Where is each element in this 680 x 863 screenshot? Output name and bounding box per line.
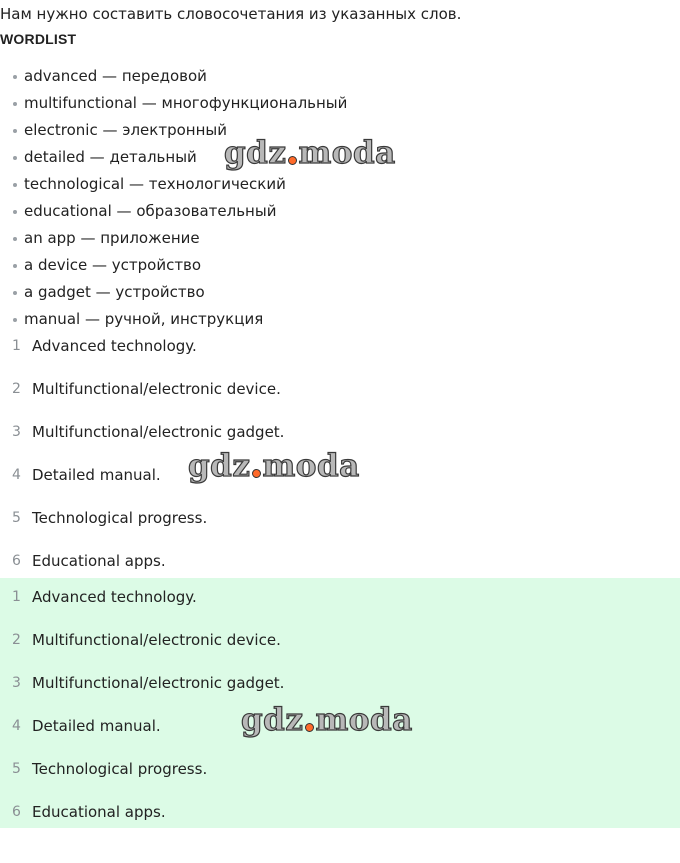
wordlist-item [0, 171, 347, 198]
answer-number: 1 [12, 338, 21, 354]
answer-item [0, 750, 680, 793]
bullet-icon [13, 237, 17, 241]
answer-number: 1 [12, 589, 21, 605]
wordlist-item-text: educational — образовательный [24, 202, 277, 220]
wordlist-title: WORDLIST [0, 31, 77, 47]
bullet-icon [13, 102, 17, 106]
watermark [188, 449, 360, 483]
bullet-icon [13, 264, 17, 268]
watermark-part: moda [262, 448, 360, 484]
answer-text: Educational apps. [32, 552, 166, 570]
answer-item [0, 664, 680, 707]
answer-text: Multifunctional/electronic device. [32, 631, 281, 649]
wordlist-item [0, 90, 347, 117]
wordlist-item [0, 252, 347, 279]
wordlist-item-text: advanced — передовой [24, 67, 207, 85]
bullet-icon [13, 210, 17, 214]
wordlist-item-text: manual — ручной, инструкция [24, 310, 264, 328]
wordlist [0, 63, 347, 333]
answer-number: 6 [12, 553, 21, 569]
wordlist-item [0, 198, 347, 225]
wordlist-item-text: an app — приложение [24, 229, 200, 247]
answer-number: 5 [12, 761, 21, 777]
answer-text: Technological progress. [32, 509, 208, 527]
answer-text: Detailed manual. [32, 717, 161, 735]
bullet-icon [13, 183, 17, 187]
answer-number: 6 [12, 804, 21, 820]
watermark-part: gdz [188, 448, 251, 484]
watermark-dot-icon [305, 723, 314, 732]
wordlist-item [0, 279, 347, 306]
answer-text: Technological progress. [32, 760, 208, 778]
watermark [241, 703, 413, 737]
answer-text: Multifunctional/electronic gadget. [32, 674, 285, 692]
watermark-part: moda [298, 135, 396, 171]
wordlist-item-text: a device — устройство [24, 256, 202, 274]
wordlist-item [0, 225, 347, 252]
watermark-part: gdz [224, 135, 287, 171]
wordlist-item [0, 306, 347, 333]
intro-text: Нам нужно составить словосочетания из указанных слов. [0, 5, 462, 23]
answer-text: Multifunctional/electronic device. [32, 380, 281, 398]
wordlist-item-text: detailed — детальный [24, 148, 197, 166]
answer-number: 3 [12, 424, 21, 440]
answer-item [0, 621, 680, 664]
watermark-dot-icon [288, 156, 297, 165]
answer-item [0, 375, 680, 418]
answer-number: 5 [12, 510, 21, 526]
answer-number: 4 [12, 718, 21, 734]
answer-text: Detailed manual. [32, 466, 161, 484]
bullet-icon [13, 318, 17, 322]
bullet-icon [13, 75, 17, 79]
wordlist-item-text: electronic — электронный [24, 121, 227, 139]
answer-item [0, 504, 680, 547]
answer-text: Advanced technology. [32, 337, 197, 355]
answer-text: Educational apps. [32, 803, 166, 821]
wordlist-item-text: technological — технологический [24, 175, 286, 193]
answer-number: 2 [12, 632, 21, 648]
answer-item [0, 332, 680, 375]
answer-number: 3 [12, 675, 21, 691]
watermark-part: moda [315, 702, 413, 738]
bullet-icon [13, 291, 17, 295]
watermark-dot-icon [252, 469, 261, 478]
wordlist-item [0, 63, 347, 90]
watermark [224, 136, 396, 170]
answer-text: Advanced technology. [32, 588, 197, 606]
answer-number: 4 [12, 467, 21, 483]
bullet-icon [13, 156, 17, 160]
answer-item [0, 578, 680, 621]
bullet-icon [13, 129, 17, 133]
wordlist-item-text: multifunctional — многофункциональный [24, 94, 348, 112]
answer-item [0, 793, 680, 836]
watermark-part: gdz [241, 702, 304, 738]
wordlist-item-text: a gadget — устройство [24, 283, 205, 301]
answer-number: 2 [12, 381, 21, 397]
answer-text: Multifunctional/electronic gadget. [32, 423, 285, 441]
